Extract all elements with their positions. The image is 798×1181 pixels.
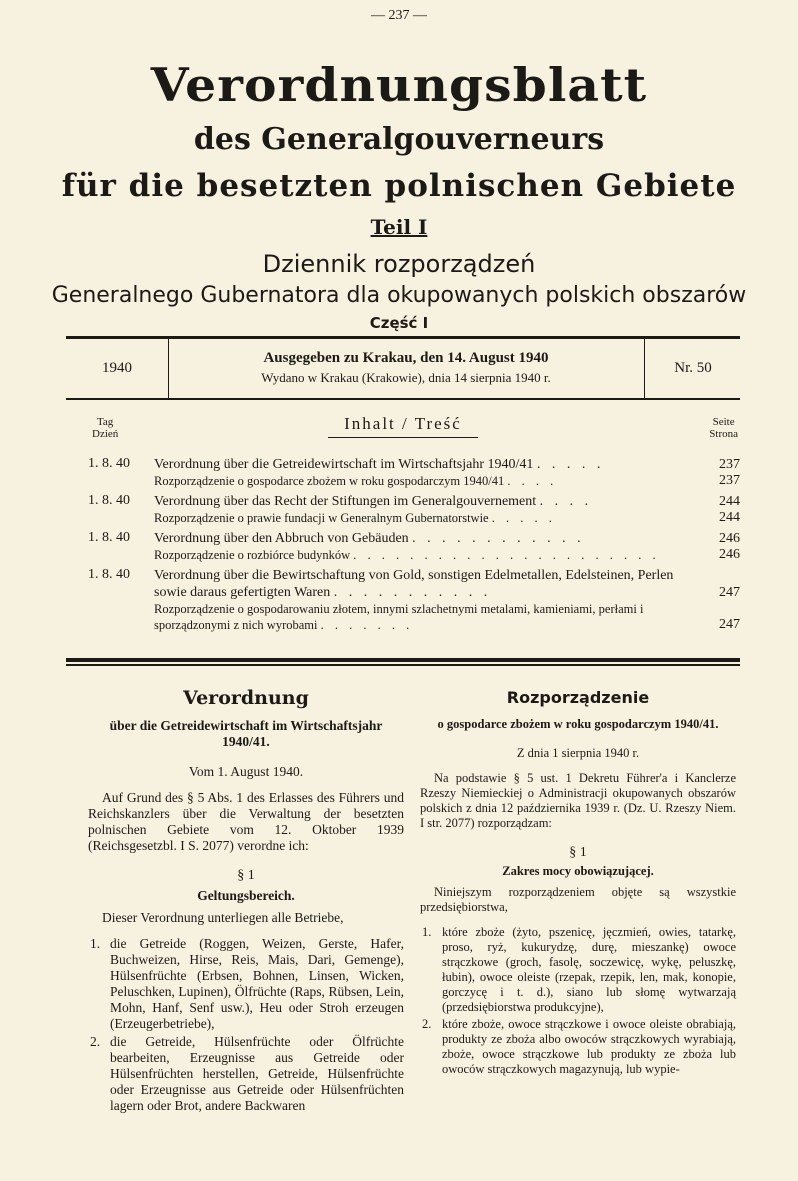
de-section-title: Geltungsbereich. [197,888,295,903]
de-subheading: über die Getreidewirtschaft im Wirtschaftsjahr 1940/41. [109,718,383,749]
toc-entry-de: Verordnung über die Bewirtschaftung von Gold, sonstigen Edelmetallen, Edelsteinen, Perlen sowie daraus gefertigten Waren . . . . . . . . . . . 247 [154,568,740,600]
list-item-text: die Getreide, Hülsenfrüchte oder Ölfrüchte bearbeiten, Erzeugnisse aus Getreide oder Hülsenfrüchten herstellen, Getreide, Hülsenfrüchte oder Erzeugnisse aus Getreide oder Hülsenfrüchten lagern oder Brot, andere Backwaren [110,1034,404,1113]
toc-entry-de-page: 246 [719,531,740,546]
pl-section-text: Niniejszym rozporządzeniem objęte są wszystkie przedsiębiorstwa, [420,885,736,914]
de-item-list [88,936,404,1114]
toc-entry-de-page: 237 [719,457,740,472]
list-item-number: 2. [422,1017,432,1031]
list-item-text: które zboże (żyto, pszenicę, jęczmień, owies, tatarkę, proso, ryż, kukurydzę, durę, mieszankę) owoce strączkowe (groch, fasolę, soczewicę, wykę, peluszkę, łubin), owoce oleiste (rzepak, rzepik, len, mak, konopie, gorczycę i t. d.), siano lub słomę wytwarzają (przedsiębiorstwa produkcyjne), [442,925,736,1014]
toc-entry[interactable] [66,530,740,563]
masthead-pl-part: Część I [369,314,429,332]
list-item [88,936,404,1032]
toc-entry-date: 1. 8. 40 [88,530,130,545]
masthead-title: Verordnungsblatt [150,58,648,112]
toc-entry[interactable] [66,456,740,489]
page-number: — 237 — [371,8,427,23]
toc-entry-date: 1. 8. 40 [88,456,130,471]
toc-title: Inhalt / Treść [344,414,462,433]
toc-seite-de: Seite [712,416,735,428]
toc-entry-date: 1. 8. 40 [88,493,130,508]
issue-date-pl: Wydano w Krakau (Krakowie), dnia 14 sierpnia 1940 r. [261,370,551,385]
toc-title-underline [328,437,478,438]
masthead-part: Teil I [370,215,428,239]
toc-tag-de: Tag [96,416,114,428]
de-section-text: Dieser Verordnung unterliegen alle Betriebe, [102,910,344,925]
pl-subheading: o gospodarce zbożem w roku gospodarczym 1940/41. [437,717,719,731]
toc-entry-pl-page: 246 [719,547,740,562]
toc-entry-pl-page: 237 [719,473,740,488]
de-section-number: § 1 [237,868,255,883]
toc-entry-de: Verordnung über das Recht der Stiftungen im Generalgouvernement . . . . 244 [154,494,740,509]
pl-intro: Na podstawie § 5 ust. 1 Dekretu Führer'a i Kanclerze Rzeszy Niemieckiej o Administracji okupowanych obszarów polskich z dnia 12 października 1939 r. (Dz. U. Rzeszy Niem. I str. 2077) rozporządzam: [420,771,736,830]
toc-entry-pl-text: Rozporządzenie o gospodarce zbożem w roku gospodarczym 1940/41 [154,474,505,488]
list-item-text: które zboże, owoce strączkowe i owoce oleiste obrabiają, produkty ze zboża albo owoców strączkowych wyrabiają, zboże, owoce strączkowe lub produkty ze zboża lub owoców strączkowych magazynują, lub wypie- [442,1017,736,1076]
issue-number: Nr. 50 [644,339,741,398]
table-of-contents [66,456,740,637]
de-date: Vom 1. August 1940. [188,764,304,779]
toc-entry-de: Verordnung über die Getreidewirtschaft im Wirtschaftsjahr 1940/41 . . . . . 237 [154,457,740,472]
toc-entry[interactable] [66,493,740,526]
toc-entry-de: Verordnung über den Abbruch von Gebäuden . . . . . . . . . . . . 246 [154,531,740,546]
masthead-line2: des Generalgouverneurs [193,122,605,157]
pl-section-title: Zakres mocy obowiązującej. [502,864,654,878]
masthead-line3: für die besetzten polnischen Gebiete [61,168,737,204]
masthead-pl-line1: Dziennik rozporządzeń [262,250,536,278]
list-item [88,1034,404,1114]
toc-seite-pl: Strona [709,428,738,440]
de-intro: Auf Grund des § 5 Abs. 1 des Erlasses des Führers und Reichskanzlers über die Verwaltung der besetzten polnischen Gebiete vom 12. Oktober 1939 (Reichsgesetzbl. I S. 2077) verordne ich: [88,790,404,853]
pl-section-number: § 1 [569,845,587,860]
toc-entry-date: 1. 8. 40 [88,567,130,582]
pl-date: Z dnia 1 sierpnia 1940 r. [516,746,640,760]
toc-entry[interactable] [66,567,740,633]
list-item [420,1017,736,1077]
separator-rule [66,658,740,662]
toc-tag-pl: Dzień [92,428,119,440]
toc-entry-pl-text: Rozporządzenie o rozbiórce budynków [154,548,351,562]
toc-entry-pl-page: 247 [719,617,740,632]
issue-date-de: Ausgegeben zu Krakau, den 14. August 1940 [263,350,549,366]
pl-item-list [420,925,736,1077]
toc-entry-pl: Rozporządzenie o gospodarowaniu złotem, innymi szlachetnymi metalami, kamieniami, perłami i sporządzonymi z nich wyrobami . . . . . . . 247 [154,602,740,632]
separator-rule [66,664,740,666]
toc-entry-pl: Rozporządzenie o rozbiórce budynków . . . . . . . . . . . . . . . . . . . . . . 246 [154,547,740,562]
list-item-number: 2. [90,1034,101,1049]
toc-entry-pl: Rozporządzenie o gospodarce zbożem w roku gospodarczym 1940/41 . . . . 237 [154,473,740,488]
list-item-text: die Getreide (Roggen, Weizen, Gerste, Hafer, Buchweizen, Hirse, Reis, Mais, Dari, Gemenge), Hülsenfrüchte (Erbsen, Bohnen, Linsen, Wicken, Peluschken, Lupinen), Ölfrüchte (Raps, Rübsen, Lein, Mohn, Hanf, Senf usw.), Heu oder Stroh erzeugen (Erzeugerbetriebe), [110,936,404,1031]
issue-info [169,339,643,398]
de-heading: Verordnung [183,687,309,709]
list-item [420,925,736,1015]
polish-column [420,684,736,1079]
toc-entry-de-text: Verordnung über die Getreidewirtschaft im Wirtschaftsjahr 1940/41 [154,457,534,472]
toc-entry-de-text: Verordnung über das Recht der Stiftungen im Generalgouvernement [154,494,537,509]
issue-year: 1940 [66,339,169,398]
masthead-pl-line2: Generalnego Gubernatora dla okupowanych polskich obszarów [51,283,747,308]
issue-box [66,336,740,400]
toc-entry-pl: Rozporządzenie o prawie fundacji w Generalnym Gubernatorstwie . . . . . 244 [154,510,740,525]
list-item-number: 1. [90,936,101,951]
toc-header [66,412,740,446]
toc-entry-pl-text: Rozporządzenie o gospodarowaniu złotem, innymi szlachetnymi metalami, kamieniami, perłami i sporządzonymi z nich wyrobami [154,602,644,632]
toc-page-header [709,416,738,440]
toc-entry-de-text: Verordnung über die Bewirtschaftung von Gold, sonstigen Edelmetallen, Edelsteinen, Perlen sowie daraus gefertigten Waren [154,568,674,600]
toc-entry-pl-page: 244 [719,510,740,525]
german-column [88,684,404,1116]
toc-entry-pl-text: Rozporządzenie o prawie fundacji w Generalnym Gubernatorstwie [154,511,489,525]
toc-entry-de-page: 247 [719,585,740,600]
toc-entry-de-page: 244 [719,494,740,509]
pl-heading: Rozporządzenie [506,688,650,707]
list-item-number: 1. [422,925,432,939]
toc-entry-de-text: Verordnung über den Abbruch von Gebäuden [154,531,409,546]
